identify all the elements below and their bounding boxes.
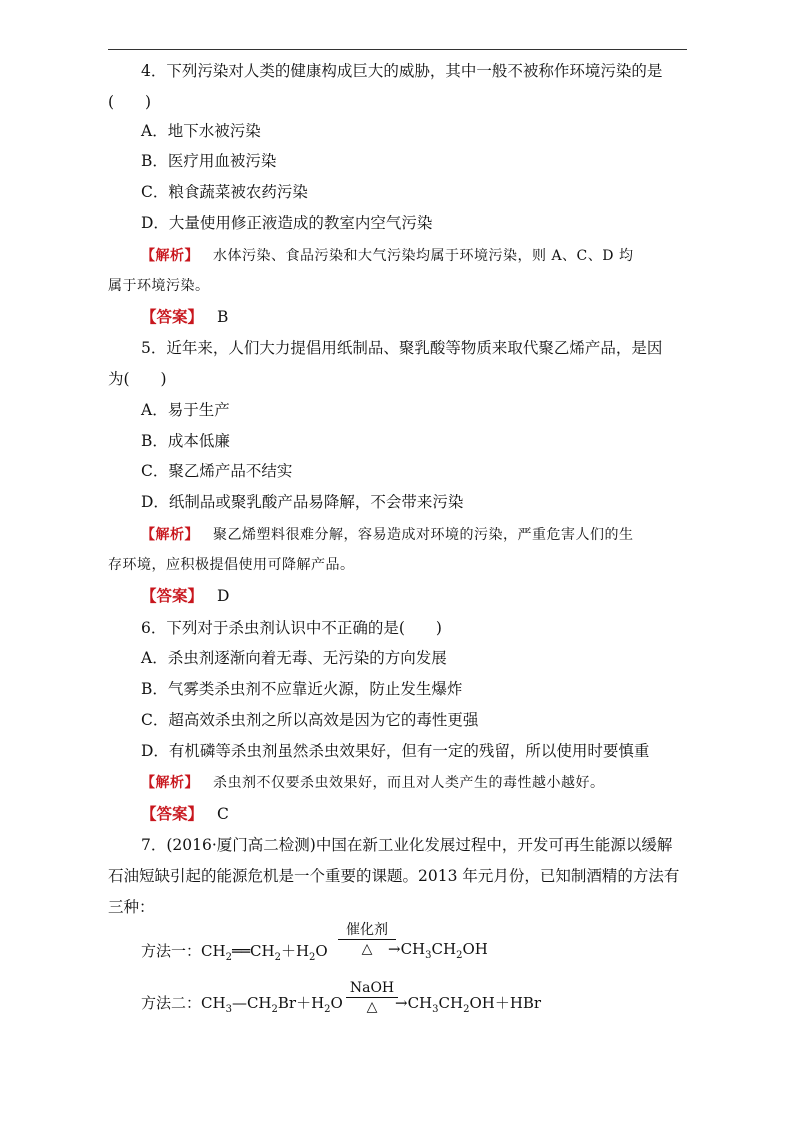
answer-label: 【答案】 [141, 804, 204, 823]
q4-answer [141, 306, 228, 328]
method1-product: $\to CH_3CH_2OH$ [388, 940, 488, 961]
answer-value: D [217, 587, 230, 605]
method2-heat-icon: △ [366, 999, 378, 1015]
q5-explanation [141, 524, 634, 546]
explanation-text: 杀虫剂不仅要杀虫效果好，而且对人类产生的毒性越小越好。 [213, 775, 605, 791]
q5-answer [141, 585, 229, 607]
q4-explanation [141, 245, 633, 267]
method2-product: $\to CH_3CH_2OH+HBr$ [395, 994, 542, 1015]
explanation-label: 【解析】 [141, 248, 199, 264]
explanation-text: 聚乙烯塑料很难分解，容易造成对环境的污染，严重危害人们的生 [213, 527, 634, 543]
explanation-text: 水体污染、食品污染和大气污染均属于环境污染，则 A、C、D 均 [213, 248, 634, 264]
arrow-line [346, 997, 398, 998]
q5-option-a: A．易于生产 [141, 401, 230, 419]
q4-option-b: B．医疗用血被污染 [141, 152, 277, 170]
q4-explanation-cont: 属于环境污染。 [108, 278, 210, 294]
q5-stem-cont: 为( ) [108, 370, 167, 388]
header-rule [108, 49, 687, 50]
method1-label: 方法一： [141, 942, 202, 960]
q4-option-c: C．粮食蔬菜被农药污染 [141, 183, 308, 201]
q6-explanation [141, 772, 605, 794]
method2-reagent: NaOH [349, 980, 395, 996]
q5-option-c: C．聚乙烯产品不结实 [141, 462, 293, 480]
explanation-label: 【解析】 [141, 775, 199, 791]
answer-value: B [217, 308, 229, 326]
q4-stem-cont: ( ) [108, 93, 152, 111]
q6-option-b: B．气雾类杀虫剂不应靠近火源，防止发生爆炸 [141, 680, 463, 698]
q6-stem: 6．下列对于杀虫剂认识中不正确的是( ) [141, 619, 442, 637]
q6-option-a: A．杀虫剂逐渐向着无毒、无污染的方向发展 [141, 649, 447, 667]
explanation-label: 【解析】 [141, 527, 199, 543]
q5-option-b: B．成本低廉 [141, 432, 230, 450]
method2-equation: 方法二：$CH_3—CH_2Br+H_2O$ [141, 994, 343, 1015]
q6-option-d: D．有机磷等杀虫剂虽然杀虫效果好，但有一定的残留，所以使用时要慎重 [141, 742, 650, 760]
q7-stem-cont: 石油短缺引起的能源危机是一个重要的课题。2013 年元月份，已知制酒精的方法有 [108, 867, 680, 885]
answer-value: C [217, 805, 229, 823]
answer-label: 【答案】 [141, 586, 204, 605]
q7-stem: 7．(2016·厦门高二检测)中国在新工业化发展过程中，开发可再生能源以缓解 [141, 836, 673, 854]
q4-stem: 4．下列污染对人类的健康构成巨大的威胁，其中一般不被称作环境污染的是 [141, 62, 663, 80]
q5-stem: 5．近年来，人们大力提倡用纸制品、聚乳酸等物质来取代聚乙烯产品，是因 [141, 339, 663, 357]
q5-explanation-cont: 存环境，应积极提倡使用可降解产品。 [108, 557, 355, 573]
method2-arrow [346, 980, 398, 1015]
q7-stem-cont2: 三种： [108, 898, 155, 916]
answer-label: 【答案】 [141, 307, 204, 326]
method1-catalyst: 催化剂 [346, 922, 388, 938]
q4-option-a: A．地下水被污染 [141, 122, 261, 140]
method2-label: 方法二： [141, 994, 202, 1012]
method1-equation: 方法一：$CH_2══CH_2+H_2O$ [141, 942, 328, 963]
method1-heat-icon: △ [361, 941, 373, 957]
q6-option-c: C．超高效杀虫剂之所以高效是因为它的毒性更强 [141, 711, 479, 729]
q5-option-d: D．纸制品或聚乳酸产品易降解，不会带来污染 [141, 493, 464, 511]
q4-option-d: D．大量使用修正液造成的教室内空气污染 [141, 214, 433, 232]
q6-answer [141, 803, 229, 825]
